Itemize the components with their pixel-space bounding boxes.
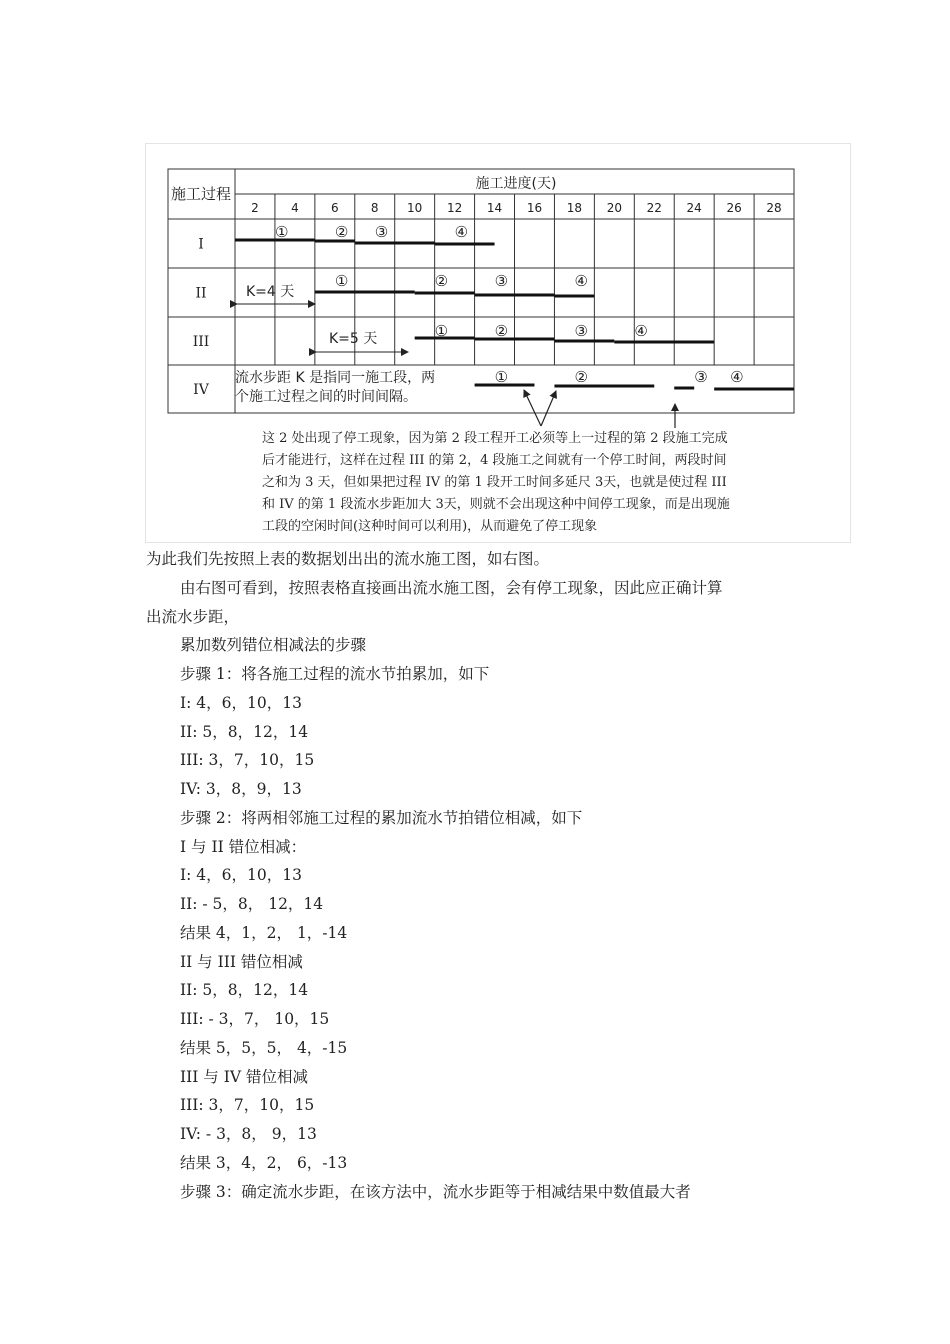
sequence-line: II: - 5，8， 12，14 [180,895,324,913]
segment-label: ④ [634,322,648,340]
segment-label: ③ [694,368,708,386]
iv-note-line-1: 流水步距 K 是指同一施工段，两 [235,370,436,386]
result-line: 结果 3，4，2， 6，-13 [180,1154,348,1172]
subtraction-heading: III 与 IV 错位相减 [180,1068,308,1086]
day-tick-label: 22 [646,201,662,215]
day-tick-label: 10 [407,201,423,215]
bottom-note-line: 后才能进行，这样在过程 III 的第 2，4 段施工之间就有一个停工时间，两段时间 [262,453,727,468]
segment-label: ③ [494,272,509,290]
day-tick-label: 12 [446,201,463,215]
day-tick-label: 28 [766,201,782,215]
sequence-line: III: - 3，7， 10，15 [180,1010,330,1028]
header-process: 施工过程 [170,185,232,203]
segment-label: ④ [574,272,588,290]
sequence-line: I: 4，6，10，13 [180,866,302,884]
segment-label: ② [334,223,349,241]
iv-note-line-2: 个施工过程之间的时间间隔。 [235,389,417,405]
bottom-note-line: 和 IV 的第 1 段流水步距加大 3天，则就不会出现这种中间停工现象，而是出现施 [262,497,730,512]
sequence-line: I: 4，6，10，13 [180,694,302,712]
bottom-note [262,430,730,534]
step-heading: 步骤 2：将两相邻施工过程的累加流水节拍错位相减，如下 [180,809,583,827]
flow-schedule-figure [145,143,851,543]
step-heading: 步骤 3：确定流水步距，在该方法中，流水步距等于相减结果中数值最大者 [180,1183,691,1201]
sequence-line: III: 3，7，10，15 [180,1096,315,1114]
day-tick-label: 6 [331,201,339,215]
process-row-label: III [192,334,210,350]
segment-label: ① [334,272,349,290]
process-row-label: II [195,285,207,302]
segment-label: ② [574,368,588,386]
sequence-line: II: 5，8，12，14 [180,981,309,999]
segment-label: ④ [454,223,469,241]
bottom-note-line: 之和为 3 天，但如果把过程 IV 的第 1 段开工时间多延尺 3天，也就是使过程 III [262,475,727,490]
segment-label: ② [434,272,449,290]
idle-pointer-2 [541,391,556,426]
schedule-chart [146,144,852,544]
step-heading: 步骤 1：将各施工过程的流水节拍累加，如下 [180,665,490,683]
segment-label: ① [275,223,289,241]
idle-pointer-1 [524,390,541,426]
subtraction-heading: I 与 II 错位相减： [180,838,307,856]
day-tick-label: 20 [606,201,622,215]
sequence-line: IV: - 3，8， 9，13 [180,1125,317,1143]
segment-label: ② [494,322,509,340]
header-progress: 施工进度(天) [475,176,557,192]
method-title: 累加数列错位相减法的步骤 [180,636,367,654]
day-tick-label: 24 [686,201,702,215]
day-tick-label: 4 [291,201,299,215]
sequence-line: IV: 3，8，9，13 [180,780,302,798]
paragraph: 由右图可看到，按照表格直接画出流水施工图，会有停工现象，因此应正确计算 [180,579,723,597]
day-tick-label: 18 [566,201,583,215]
segment-label: ③ [574,322,588,340]
sequence-line: III: 3，7，10，15 [180,751,315,769]
day-tick-label: 8 [370,201,379,215]
bottom-note-line: 这 2 处出现了停工现象，因为第 2 段工程开工必须等上一过程的第 2 段施工完成 [262,431,728,446]
bottom-note-line: 工段的空闲时间(这种时间可以利用)，从而避免了停工现象 [262,519,598,534]
segment-label: ① [494,368,509,386]
paragraph: 为此我们先按照上表的数据划出出的流水施工图，如右图。 [146,550,550,568]
process-row-label: IV [193,382,209,398]
segment-label: ④ [730,368,744,386]
k1-label: K=4 天 [246,284,295,300]
subtraction-heading: II 与 III 错位相减 [180,953,303,971]
result-line: 结果 4，1，2， 1，-14 [180,924,348,942]
paragraph: 出流水步距， [146,608,240,626]
day-tick-label: 16 [526,201,543,215]
segment-label: ③ [374,223,389,241]
day-tick-label: 26 [726,201,742,215]
k2-label: K=5 天 [329,331,378,347]
segment-label: ① [434,322,449,340]
sequence-line: II: 5，8，12，14 [180,723,309,741]
process-row-label: I [198,236,204,253]
day-tick-label: 14 [486,201,503,215]
day-tick-label: 2 [251,201,259,215]
result-line: 结果 5，5，5， 4，-15 [180,1039,348,1057]
